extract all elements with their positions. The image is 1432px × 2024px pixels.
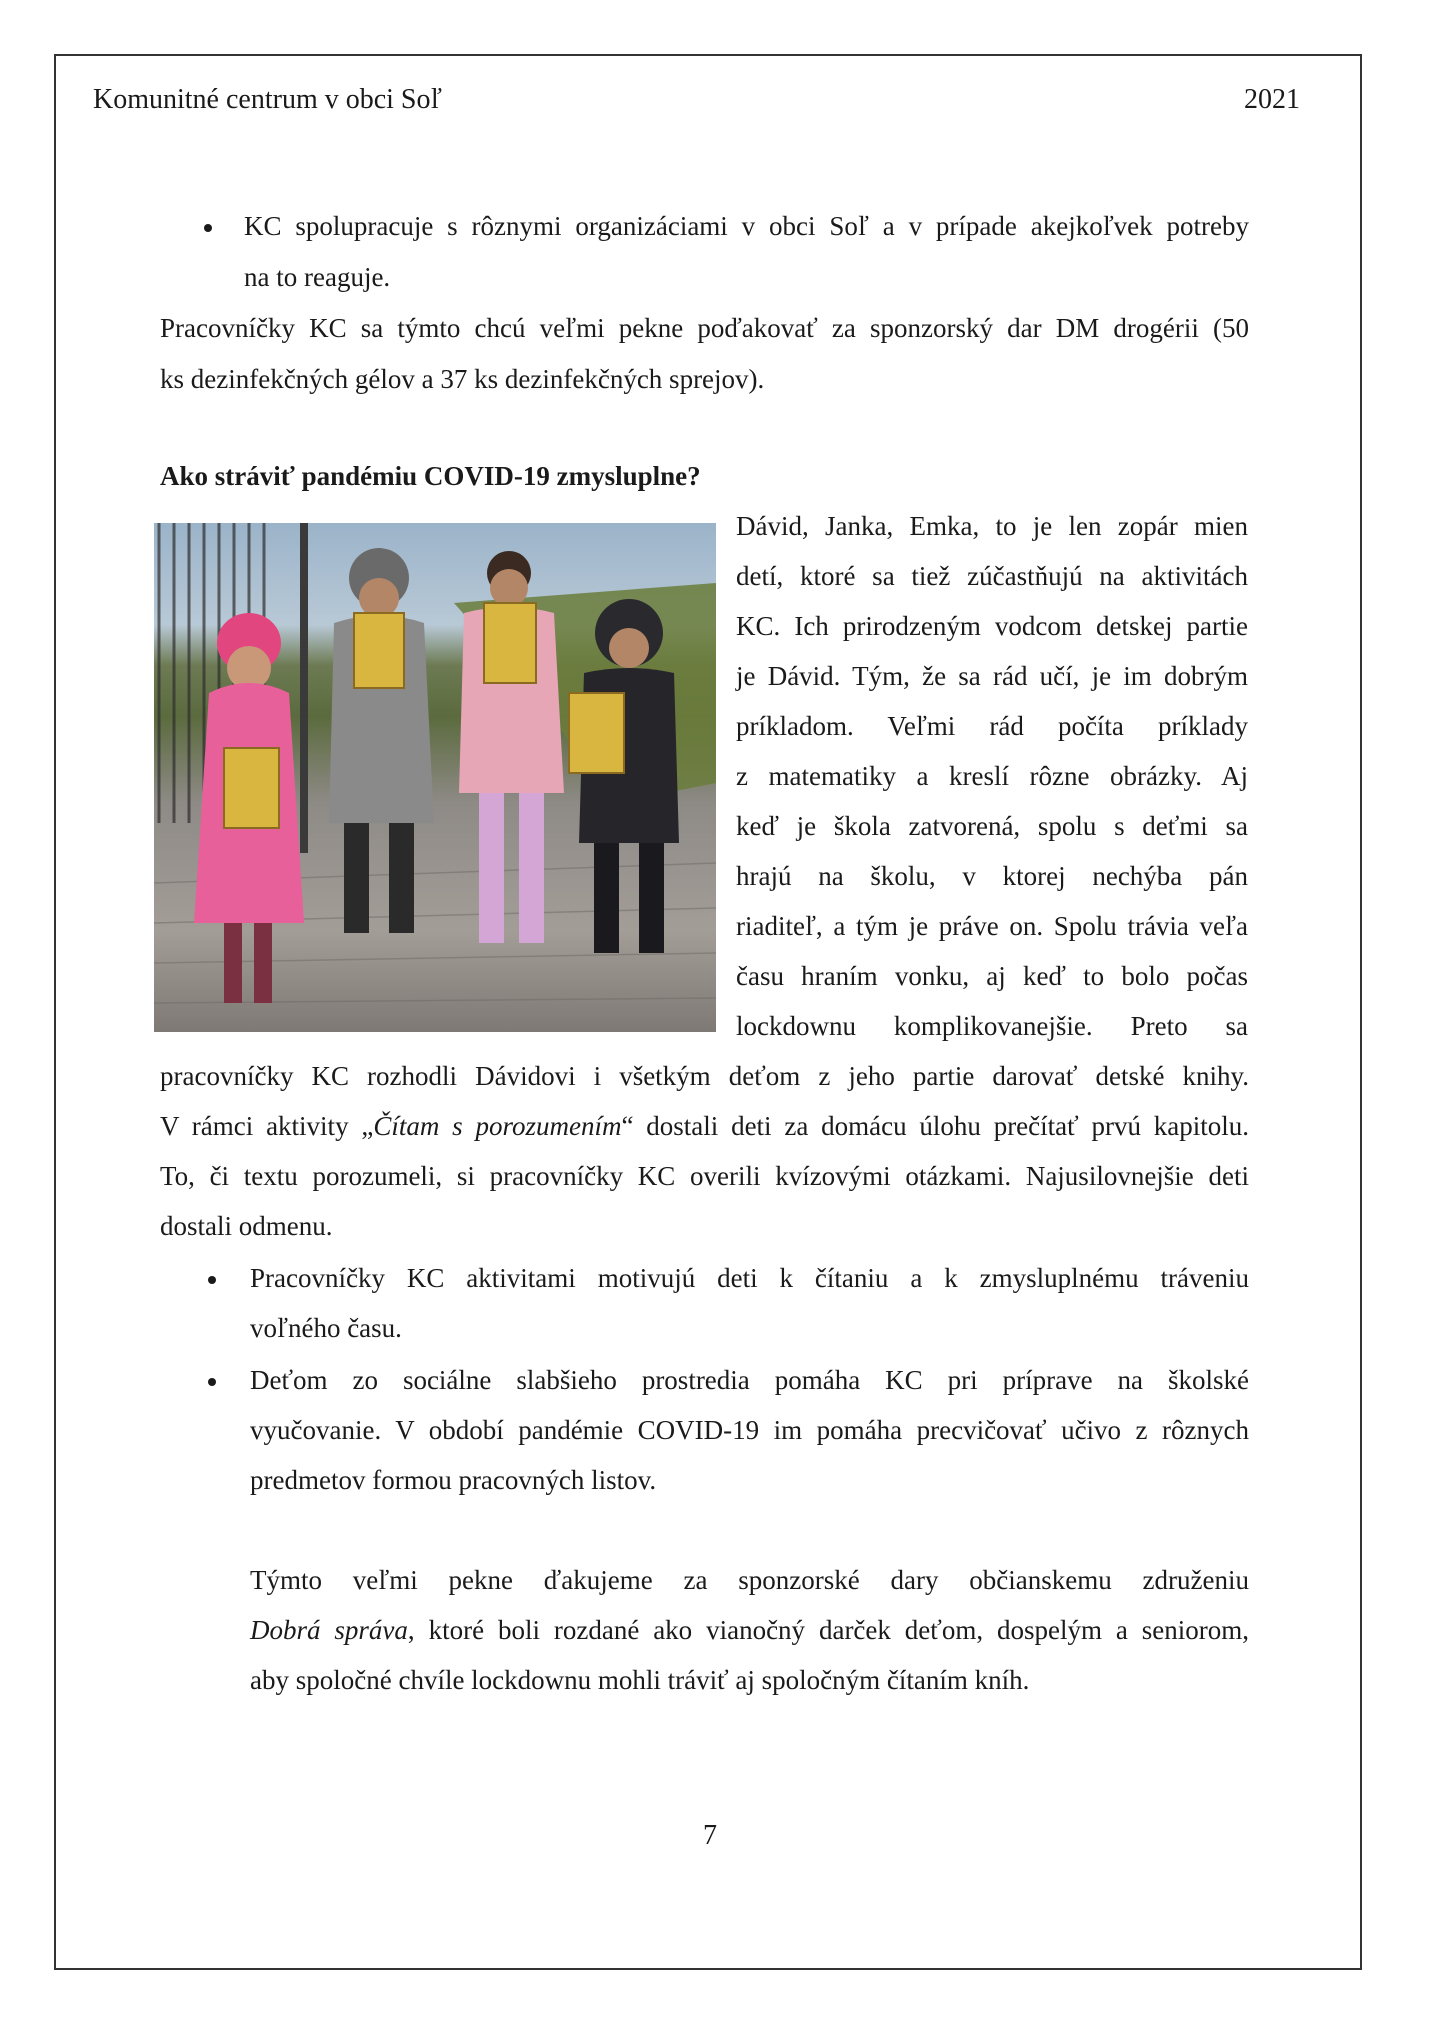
full-line2-post: “ dostali deti za domácu úlohu prečítať prvú kapitolu. bbox=[621, 1111, 1250, 1141]
closing-line2-post: , ktoré boli rozdané ako vianočný darček deťom, dospelým a seniorom, bbox=[407, 1615, 1249, 1645]
section-heading: Ako stráviť pandémiu COVID-19 zmysluplne? bbox=[160, 461, 701, 491]
bullet-dot bbox=[208, 1276, 216, 1284]
full-line4: dostali odmenu. bbox=[160, 1211, 333, 1241]
bullet3-line2: vyučovanie. V období pandémie COVID-19 im pomáha precvičovať učivo z rôznych bbox=[250, 1415, 1249, 1445]
header-title: Komunitné centrum v obci Soľ bbox=[93, 84, 442, 115]
full-line1: pracovníčky KC rozhodli Dávidovi i všetkým deťom z jeho partie darovať detské knihy. bbox=[160, 1061, 1249, 1091]
side-line: KC. Ich prirodzeným vodcom detskej partie bbox=[736, 611, 1248, 641]
bullet-dot bbox=[204, 224, 212, 232]
organization-name: Dobrá správa bbox=[250, 1615, 408, 1645]
thanks-line2: ks dezinfekčných gélov a 37 ks dezinfekčných sprejov). bbox=[160, 364, 765, 394]
full-line2 bbox=[160, 1108, 1249, 1144]
side-line: detí, ktoré sa tiež zúčastňujú na aktivitách bbox=[736, 561, 1248, 591]
closing-line3: aby spoločné chvíle lockdownu mohli tráviť aj spoločným čítaním kníh. bbox=[250, 1665, 1030, 1695]
closing-line1: Týmto veľmi pekne ďakujeme za sponzorské dary občianskemu združeniu bbox=[250, 1565, 1249, 1595]
bullet3-line1: Deťom zo sociálne slabšieho prostredia pomáha KC pri príprave na školské bbox=[250, 1365, 1249, 1395]
closing-line2 bbox=[250, 1612, 1249, 1648]
page-number: 7 bbox=[703, 1820, 717, 1851]
side-line: príkladom. Veľmi rád počíta príklady bbox=[736, 711, 1248, 741]
bullet-dot bbox=[208, 1378, 216, 1386]
side-line: Dávid, Janka, Emka, to je len zopár mien bbox=[736, 511, 1248, 541]
bullet2-line1: Pracovníčky KC aktivitami motivujú deti k čítaniu a k zmysluplnému tráveniu bbox=[250, 1263, 1249, 1293]
children-with-books-photo bbox=[154, 523, 716, 1032]
thanks-line1: Pracovníčky KC sa týmto chcú veľmi pekne poďakovať za sponzorský dar DM drogérii (50 bbox=[160, 313, 1249, 343]
side-line: času hraním vonku, aj keď to bolo počas bbox=[736, 961, 1248, 991]
bullet1-line1: KC spolupracuje s rôznymi organizáciami v obci Soľ a v prípade akejkoľvek potreby bbox=[244, 211, 1249, 241]
side-line: keď je škola zatvorená, spolu s deťmi sa bbox=[736, 811, 1248, 841]
bullet1-line2: na to reaguje. bbox=[244, 262, 391, 292]
bullet2-line2: voľného času. bbox=[250, 1313, 402, 1343]
activity-name: Čítam s porozumením bbox=[373, 1111, 622, 1141]
side-line: riaditeľ, a tým je práve on. Spolu trávia veľa bbox=[736, 911, 1248, 941]
header-year: 2021 bbox=[1244, 84, 1300, 115]
side-line: je Dávid. Tým, že sa rád učí, je im dobrým bbox=[736, 661, 1248, 691]
full-line2-pre: V rámci aktivity „ bbox=[160, 1111, 374, 1141]
full-line3: To, či textu porozumeli, si pracovníčky KC overili kvízovými otázkami. Najusilovnejšie deti bbox=[160, 1161, 1249, 1191]
side-line: lockdownu komplikovanejšie. Preto sa bbox=[736, 1011, 1248, 1041]
bullet3-line3: predmetov formou pracovných listov. bbox=[250, 1465, 657, 1495]
side-line: z matematiky a kreslí rôzne obrázky. Aj bbox=[736, 761, 1248, 791]
side-line: hrajú na školu, v ktorej nechýba pán bbox=[736, 861, 1248, 891]
